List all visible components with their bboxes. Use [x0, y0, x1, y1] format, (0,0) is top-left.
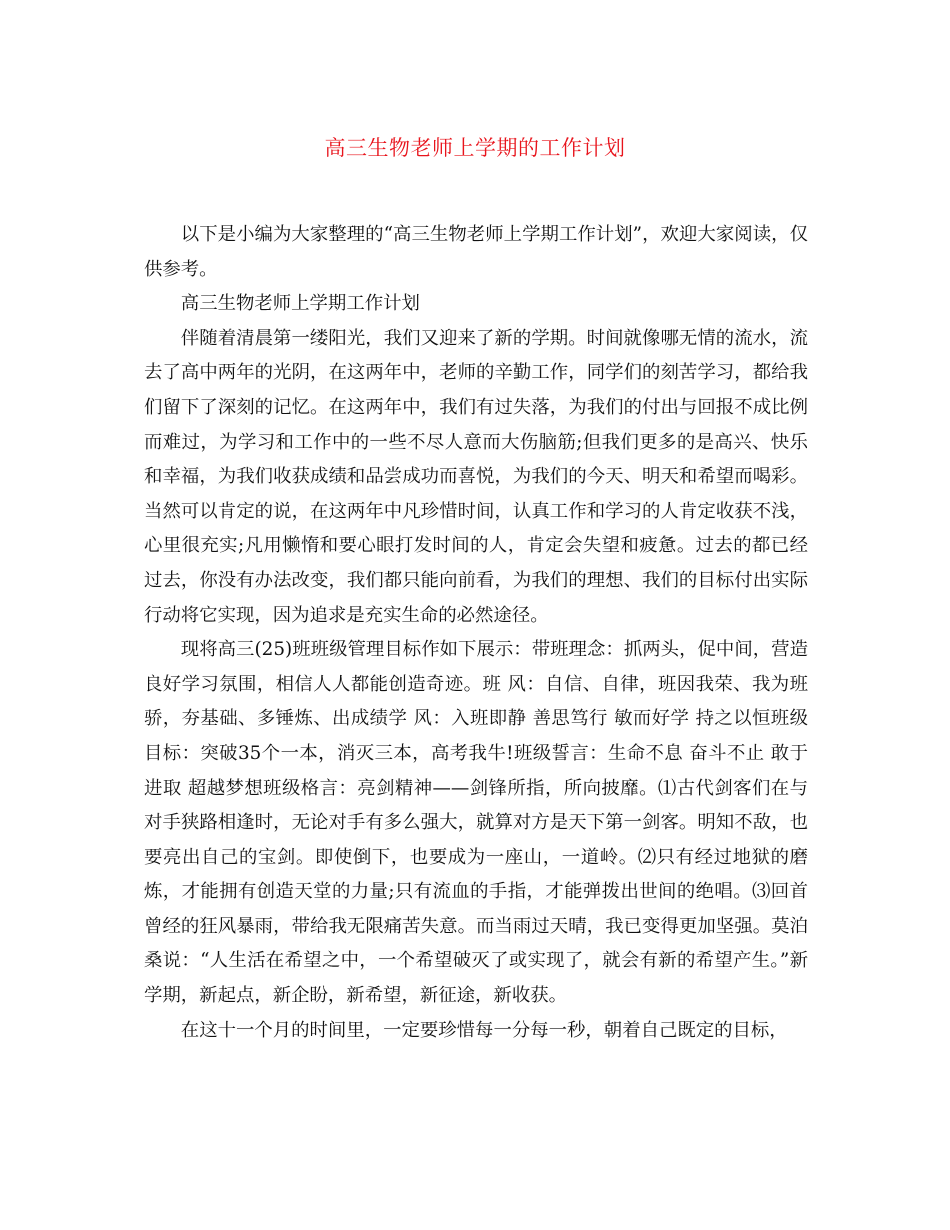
document-title: 高三生物老师上学期的工作计划 — [324, 136, 626, 160]
paragraph-closing: 在这十一个月的时间里，一定要珍惜每一分每一秒，朝着自己既定的目标， — [180, 1019, 788, 1041]
paragraph-subtitle: 高三生物老师上学期工作计划 — [180, 293, 420, 315]
document-body — [144, 218, 808, 1048]
paragraph-opening: 伴随着清晨第一缕阳光，我们又迎来了新的学期。时间就像哪无情的流水，流去了高中两年的光阴，在这两年中，老师的辛勤工作，同学们的刻苦学习，都给我们留下了深刻的记忆。在这两年中，我们有过失落，为我们的付出与回报不成比例而难过，为学习和工作中的一些不尽人意而大伤脑筋;但我们更多的是高兴、快乐和幸福，为我们收获成绩和品尝成功而喜悦，为我们的今天、明天和希望而喝彩。当然可以肯定的说，在这两年中凡珍惜时间，认真工作和学习的人肯定收获不浅，心里很充实;凡用懒惰和要心眼打发时间的人，肯定会失望和疲惫。过去的都已经过去，你没有办法改变，我们都只能向前看，为我们的理想、我们的目标付出实际行动将它实现，因为追求是充实生命的必然途径。 — [144, 327, 808, 626]
paragraph-intro: 以下是小编为大家整理的“高三生物老师上学期工作计划”，欢迎大家阅读，仅供参考。 — [144, 224, 808, 280]
paragraph-class-goals: 现将高三(25)班班级管理目标作如下展示：带班理念：抓两头，促中间，营造良好学习氛围，相信人人都能创造奇迹。班 风：自信、自律，班因我荣、我为班骄，夯基础、多锤炼、出成绩学 风：入班即静 善思笃行 敏而好学 持之以恒班级目标：突破35个一本，消灭三本，高考我牛!班级誓言：生命不息 奋斗不止 敢于进取 超越梦想班级格言：亮剑精神——剑锋所指，所向披靡。⑴古代剑客们在与对手狭路相逢时，无论对手有多么强大，就算对方是天下第一剑客。明知不敌，也要亮出自己的宝剑。即使倒下，也要成为一座山，一道岭。⑵只有经过地狱的磨炼，才能拥有创造天堂的力量;只有流血的手指，才能弹拨出世间的绝唱。⑶回首曾经的狂风暴雨，带给我无限痛苦失意。而当雨过天晴，我已变得更加坚强。莫泊桑说：“人生活在希望之中，一个希望破灭了或实现了，就会有新的希望产生。”新学期，新起点，新企盼，新希望，新征途，新收获。 — [144, 639, 808, 1007]
